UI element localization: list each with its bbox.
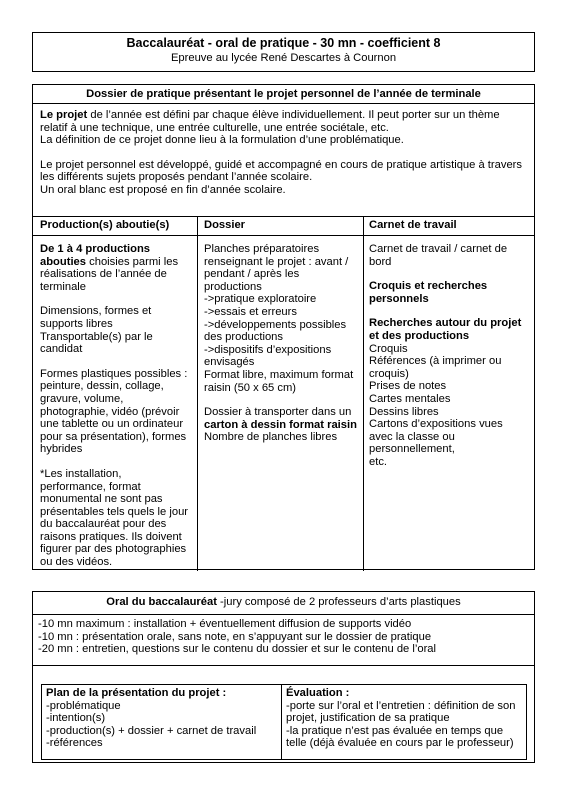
oral-line: -20 mn : entretien, questions sur le contenu du dossier et sur le contenu de l’oral: [38, 643, 437, 656]
col1-transport: Transportable(s) par le candidat: [40, 330, 153, 356]
col3-croquis-title: Croquis et recherches personnels: [369, 280, 488, 305]
eval-item: -porte sur l’oral et l’entretien : définition de son projet, justification de sa pratique: [286, 699, 516, 725]
header-box: [32, 32, 535, 72]
col2-planches: Planches préparatoires renseignant le projet : avant / pendant / après les productions: [204, 243, 349, 293]
col2-header: Dossier: [204, 219, 246, 231]
col1-dims: Dimensions, formes et supports libres: [40, 305, 152, 330]
col2-transport: Dossier à transporter dans un carton à dessin format raisin: [204, 406, 357, 431]
oral-box: [32, 591, 535, 763]
col2-item: ->pratique exploratoire: [204, 293, 317, 306]
oral-title-rest: -jury composé de 2 professeurs d’arts plastiques: [216, 596, 461, 608]
oral-title-bold: Oral du baccalauréat: [106, 596, 217, 608]
col3-recherches-title: Recherches autour du projet et des productions: [369, 317, 522, 342]
eval-title: Évaluation :: [286, 687, 350, 699]
oral-lines: [33, 618, 534, 656]
col3-item: Prises de notes: [369, 380, 447, 393]
eval-section: [282, 687, 526, 750]
dossier-intro: [33, 109, 534, 197]
col3-carnet: Carnet de travail / carnet de bord: [369, 243, 508, 268]
intro-paragraph: [40, 109, 527, 134]
plan-item: -production(s) + dossier + carnet de travail: [46, 724, 257, 737]
para2-line2: Un oral blanc est proposé en fin d’année scolaire.: [40, 183, 286, 196]
para2-line1: Le projet personnel est développé, guidé et accompagné en cours de pratique artistique à travers les différents sujets proposés pendant l’année scolaire.: [40, 158, 522, 184]
col3-item: Cartons d’expositions vues avec la classe ou personnellement,: [369, 418, 503, 456]
col1-bold: De 1 à 4 productions abouties: [40, 243, 151, 268]
page-title: Baccalauréat - oral de pratique - 30 mn - coefficient 8: [126, 36, 441, 50]
col2-content: [198, 243, 364, 444]
oral-line: -10 mn : présentation orale, sans note, en s’appuyant sur le dossier de pratique: [38, 630, 432, 643]
col2-item: ->dispositifs d’expositions envisagés: [204, 343, 332, 369]
col2-item: ->développements possibles des productions: [204, 318, 347, 344]
col3-item: Croquis: [369, 342, 408, 355]
intro-rest: de l’année est défini par chaque élève individuellement. Il peut porter sur un thème relatif à une technique, une entrée culturelle, une entrée sociétale, etc.: [40, 109, 500, 134]
col2-format: Format libre, maximum format raisin (50 x 65 cm): [204, 368, 354, 394]
col3-item: Références (à imprimer ou croquis): [369, 355, 502, 380]
plan-eval-box: [41, 684, 527, 760]
intro-line2: La définition de ce projet donne lieu à la formulation d’une problématique.: [40, 134, 404, 147]
col3-item: etc.: [369, 455, 388, 468]
col1-formes: Formes plastiques possibles : peinture, dessin, collage, gravure, volume, photographie, vidéo (prévoir une tablette ou un ordinateur pour sa présentation), formes hybrides: [40, 367, 188, 456]
oral-header: [33, 596, 534, 609]
plan-item: -références: [46, 737, 103, 750]
oral-line: -10 mn maximum : installation + éventuellement diffusion de supports vidéo: [38, 618, 412, 630]
intro-bold: Le projet: [40, 109, 88, 121]
col2-item: ->essais et erreurs: [204, 305, 297, 318]
col3-header: Carnet de travail: [369, 219, 457, 231]
plan-section: [42, 687, 281, 750]
col3-content: [364, 243, 534, 469]
dossier-title: Dossier de pratique présentant le projet personnel de l’année de terminale: [86, 88, 481, 100]
eval-item: -la pratique n’est pas évaluée en temps que telle (déjà évaluée en cours par le professeur): [286, 724, 514, 750]
col1-content: [33, 243, 197, 569]
plan-item: -intention(s): [46, 712, 106, 725]
col1-intro: De 1 à 4 productions abouties choisies parmi les réalisations de l’année de terminale: [40, 243, 179, 293]
col1-header: Production(s) aboutie(s): [40, 219, 170, 231]
dossier-box: [32, 84, 535, 570]
dossier-header: [33, 85, 534, 104]
col3-item: Cartes mentales: [369, 392, 451, 405]
plan-title: Plan de la présentation du projet :: [46, 687, 227, 699]
plan-item: -problématique: [46, 699, 121, 712]
page-subtitle: Epreuve au lycée René Descartes à Cournon: [170, 51, 397, 64]
col2-planches-libres: Nombre de planches libres: [204, 431, 338, 444]
col3-item: Dessins libres: [369, 405, 439, 418]
col1-note: *Les installation, performance, format monumental ne sont pas présentables tels quels le jour du baccalauréat pour des raisons pratiques. Ils doivent figurer par des photographies ou des vidéos.: [40, 467, 189, 569]
